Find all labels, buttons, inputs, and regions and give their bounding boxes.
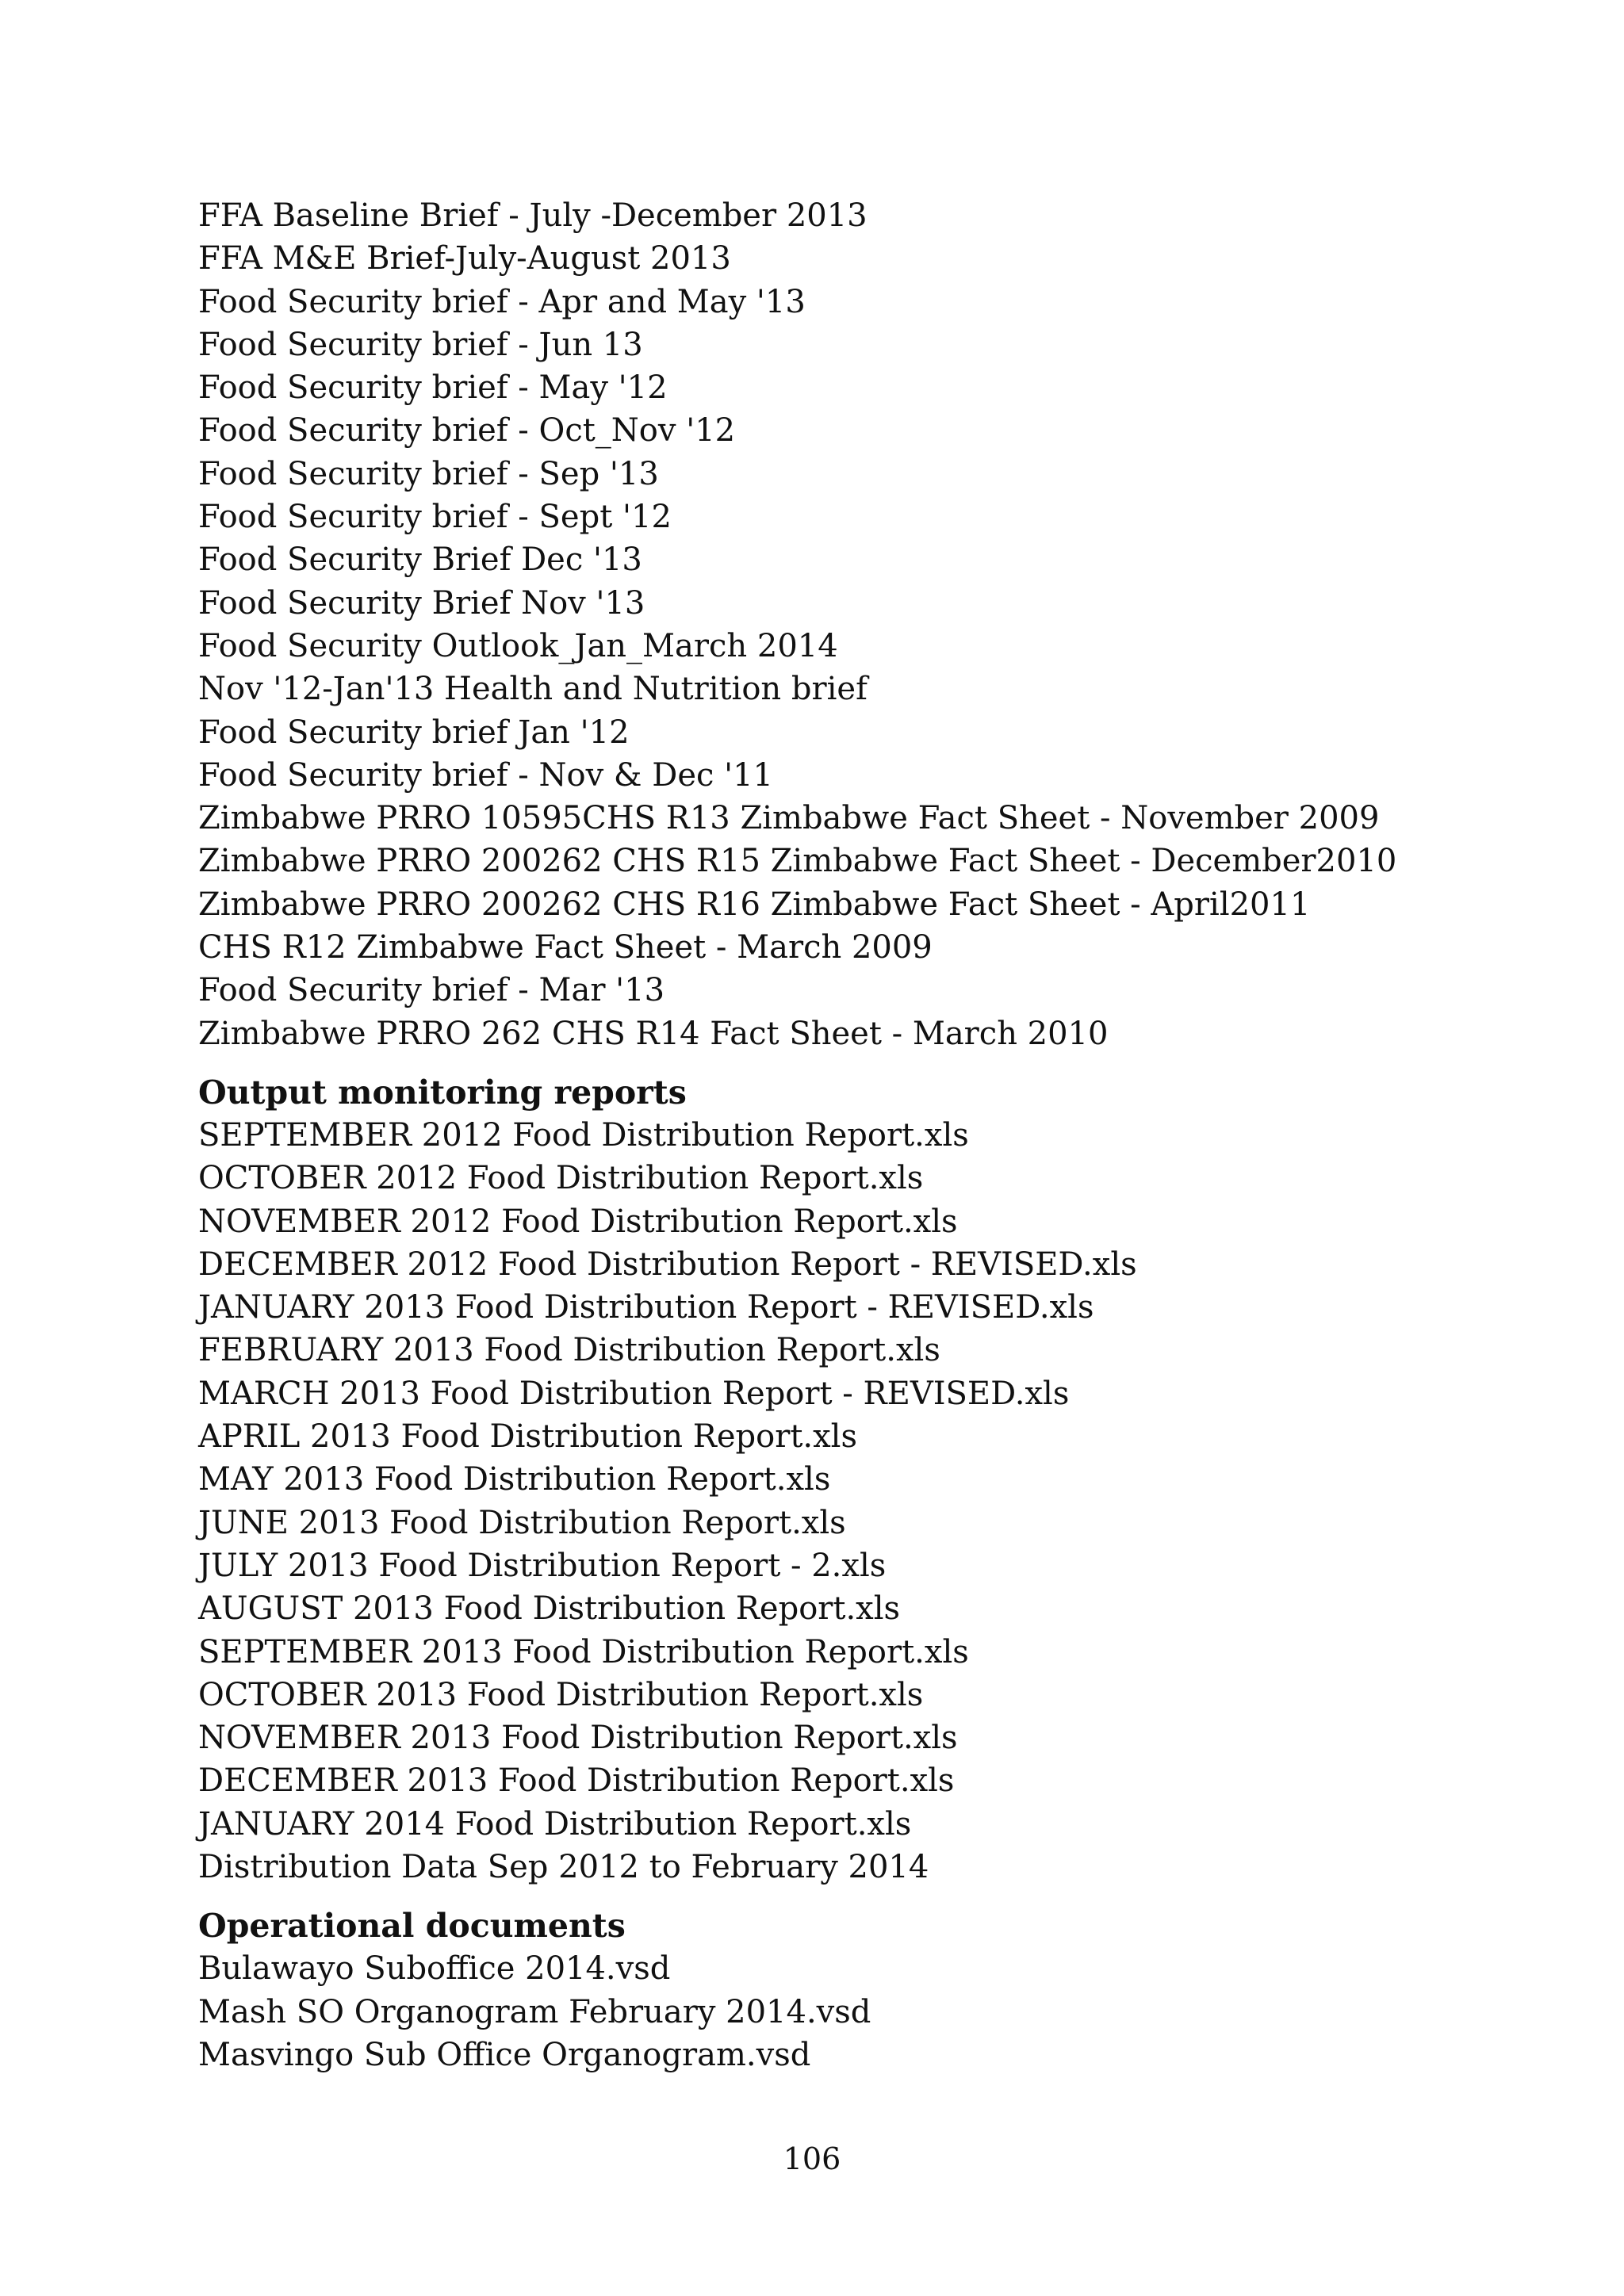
document-line: Food Security Brief Nov '13 bbox=[198, 584, 645, 622]
output-report-item: JUNE 2013 Food Distribution Report.xls bbox=[198, 1504, 846, 1541]
output-report-item: NOVEMBER 2013 Food Distribution Report.xls bbox=[198, 1720, 958, 1757]
document-line: FFA Baseline Brief - July -December 2013 bbox=[198, 197, 868, 234]
output-report-item: AUGUST 2013 Food Distribution Report.xls bbox=[198, 1590, 901, 1628]
document-line: Food Security brief - Jun 13 bbox=[198, 326, 643, 363]
output-report-item: JANUARY 2013 Food Distribution Report - REVISED.xls bbox=[198, 1289, 1094, 1326]
document-line: Food Security Outlook_Jan_March 2014 bbox=[198, 627, 838, 664]
document-line: Zimbabwe PRRO 262 CHS R14 Fact Sheet - March 2010 bbox=[198, 1015, 1109, 1052]
document-line: Food Security brief - May '12 bbox=[198, 369, 668, 407]
output-report-item: SEPTEMBER 2012 Food Distribution Report.xls bbox=[198, 1116, 969, 1154]
document-line: Food Security brief - Sep '13 bbox=[198, 455, 659, 492]
document-line: Food Security brief - Nov & Dec '11 bbox=[198, 756, 773, 794]
document-line: Food Security brief - Mar '13 bbox=[198, 972, 665, 1009]
output-report-item: JANUARY 2014 Food Distribution Report.xls bbox=[198, 1805, 912, 1843]
section-heading-output-monitoring: Output monitoring reports bbox=[198, 1073, 687, 1112]
output-report-item: OCTOBER 2012 Food Distribution Report.xls bbox=[198, 1160, 924, 1197]
page-number: 106 bbox=[783, 2141, 841, 2176]
output-report-item: MARCH 2013 Food Distribution Report - REVISED.xls bbox=[198, 1375, 1070, 1412]
output-report-item: DECEMBER 2013 Food Distribution Report.xls bbox=[198, 1762, 955, 1800]
output-report-item: MAY 2013 Food Distribution Report.xls bbox=[198, 1461, 831, 1498]
section-heading-operational-documents: Operational documents bbox=[198, 1907, 626, 1946]
operational-document-item: Mash SO Organogram February 2014.vsd bbox=[198, 1993, 871, 2030]
document-line: CHS R12 Zimbabwe Fact Sheet - March 2009 bbox=[198, 929, 933, 966]
document-line: Food Security brief Jan '12 bbox=[198, 714, 630, 751]
document-line: Zimbabwe PRRO 10595CHS R13 Zimbabwe Fact Sheet - November 2009 bbox=[198, 800, 1380, 837]
document-line: Zimbabwe PRRO 200262 CHS R15 Zimbabwe Fact Sheet - December2010 bbox=[198, 843, 1397, 880]
output-report-item: FEBRUARY 2013 Food Distribution Report.xls bbox=[198, 1332, 940, 1369]
document-line: Food Security brief - Sept '12 bbox=[198, 499, 672, 536]
output-report-item: OCTOBER 2013 Food Distribution Report.xls bbox=[198, 1676, 924, 1713]
document-content bbox=[198, 194, 1507, 2076]
document-line: Zimbabwe PRRO 200262 CHS R16 Zimbabwe Fact Sheet - April2011 bbox=[198, 886, 1311, 923]
document-line: Food Security Brief Dec '13 bbox=[198, 541, 642, 579]
output-report-item: NOVEMBER 2012 Food Distribution Report.xls bbox=[198, 1203, 958, 1240]
document-line: Food Security brief - Oct_Nov '12 bbox=[198, 412, 736, 450]
output-report-item: Distribution Data Sep 2012 to February 2014 bbox=[198, 1848, 929, 1885]
document-line: Food Security brief - Apr and May '13 bbox=[198, 283, 806, 320]
operational-document-item: Masvingo Sub Office Organogram.vsd bbox=[198, 2036, 811, 2073]
output-report-item: SEPTEMBER 2013 Food Distribution Report.xls bbox=[198, 1633, 969, 1670]
document-line: Nov '12-Jan'13 Health and Nutrition brief bbox=[198, 671, 868, 708]
output-report-item: DECEMBER 2012 Food Distribution Report - REVISED.xls bbox=[198, 1246, 1137, 1283]
output-report-item: APRIL 2013 Food Distribution Report.xls bbox=[198, 1418, 857, 1456]
operational-document-item: Bulawayo Suboffice 2014.vsd bbox=[198, 1950, 671, 1988]
document-line: FFA M&E Brief-July-August 2013 bbox=[198, 240, 731, 277]
output-report-item: JULY 2013 Food Distribution Report - 2.xls bbox=[198, 1547, 887, 1584]
